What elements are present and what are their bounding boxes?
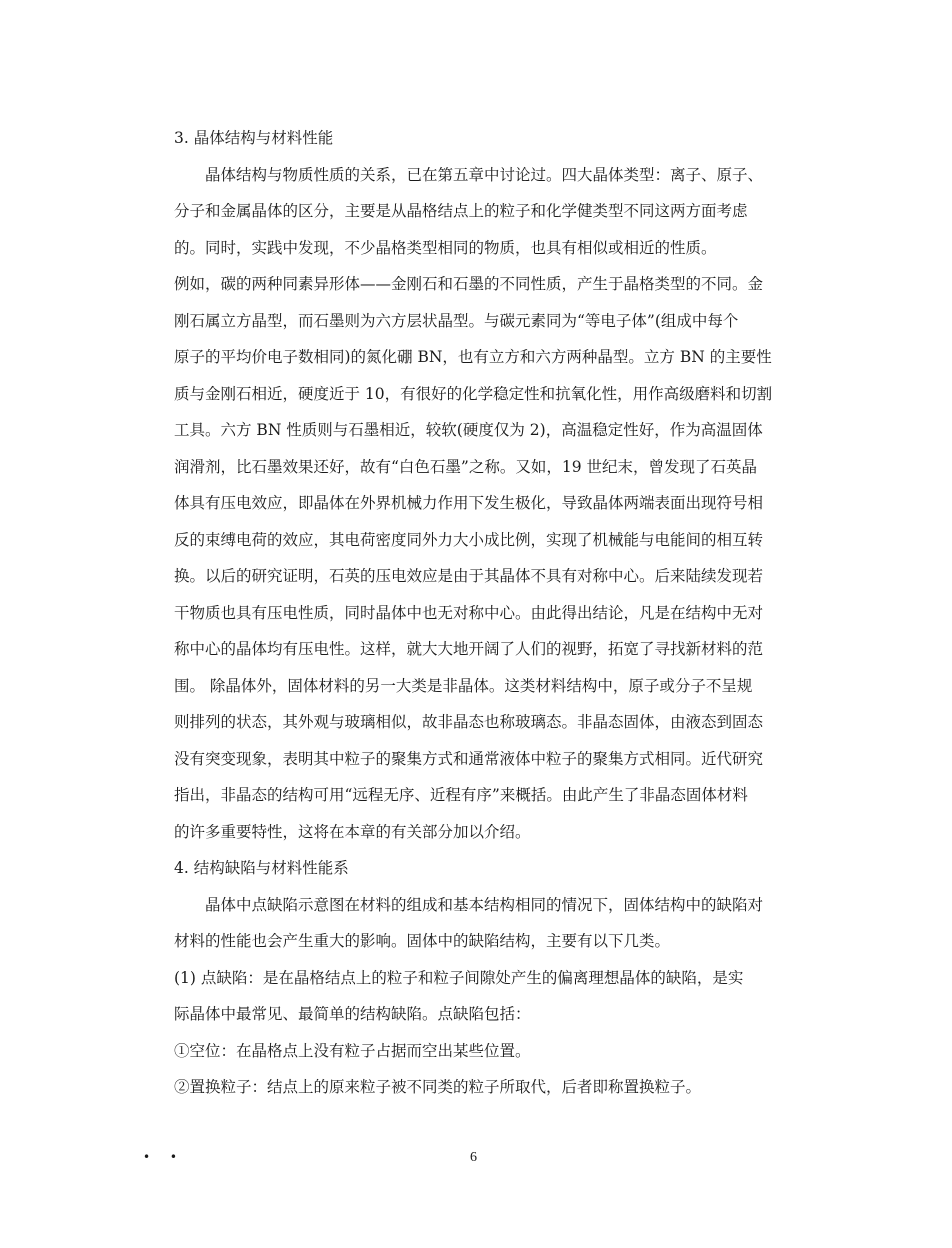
- paragraph-line: 干物质也具有压电性质，同时晶体中也无对称中心。由此得出结论，凡是在结构中无对: [174, 603, 764, 622]
- paragraph-line: 的许多重要特性，这将在本章的有关部分加以介绍。: [174, 822, 531, 841]
- list-item-substitution: ②置换粒子：结点上的原来粒子被不同类的粒子所取代，后者即称置换粒子。: [174, 1078, 702, 1096]
- paragraph-line: 则排列的状态，其外观与玻璃相似，故非晶态也称玻璃态。非晶态固体，由液态到固态: [174, 713, 764, 731]
- list-item-vacancy: ①空位：在晶格点上没有粒子占据而空出某些位置。: [174, 1041, 531, 1060]
- paragraph-line: 例如，碳的两种同素异形体——金刚石和石墨的不同性质，产生于晶格类型的不同。金: [174, 275, 764, 293]
- paragraph-line: 材料的性能也会产生重大的影响。固体中的缺陷结构，主要有以下几类。: [174, 932, 671, 950]
- paragraph-line: 分子和金属晶体的区分，主要是从晶格结点上的粒子和化学健类型不同这两方面考虑: [174, 202, 748, 220]
- paragraph-line: 称中心的晶体均有压电性。这样，就大大地开阔了人们的视野，拓宽了寻找新材料的范: [174, 640, 764, 658]
- paragraph-line: 刚石属立方晶型，而石墨则为六方层状晶型。与碳元素同为“等电子体”(组成中每个: [174, 311, 739, 330]
- paragraph-line: 体具有压电效应，即晶体在外界机械力作用下发生极化，导致晶体两端表面出现符号相: [174, 494, 764, 512]
- paragraph-line: 际晶体中最常见、最简单的结构缺陷。点缺陷包括：: [174, 1005, 531, 1023]
- paragraph-line: 指出，非晶态的结构可用“远程无序、近程有序”来概括。由此产生了非晶态固体材料: [174, 786, 748, 804]
- section-heading-4: 4. 结构缺陷与材料性能系: [174, 859, 349, 877]
- paragraph-line: 润滑剂，比石墨效果还好，故有“白色石墨”之称。又如，19 世纪末，曾发现了石英晶: [174, 457, 758, 476]
- paragraph-line: 换。以后的研究证明，石英的压电效应是由于其晶体不具有对称中心。后来陆续发现若: [174, 567, 764, 585]
- page-footer: [0, 1150, 952, 1170]
- section-heading-3: 3. 晶体结构与材料性能: [174, 129, 334, 147]
- paragraph-line: 围。 除晶体外，固体材料的另一大类是非晶体。这类材料结构中，原子或分子不呈规: [174, 676, 753, 695]
- paragraph-line: (1) 点缺陷：是在晶格结点上的粒子和粒子间隙处产生的偏离理想晶体的缺陷，是实: [174, 968, 744, 987]
- paragraph-line: 工具。六方 BN 性质则与石墨相近，较软(硬度仅为 2)，高温稳定性好，作为高温固体: [174, 421, 763, 439]
- page-number: 6: [470, 1150, 477, 1165]
- paragraph-line: 的。同时，实践中发现，不少晶格类型相同的物质，也具有相似或相近的性质。: [174, 238, 717, 257]
- paragraph-line: 晶体中点缺陷示意图在材料的组成和基本结构相同的情况下，固体结构中的缺陷对: [205, 895, 764, 914]
- document-body: [174, 120, 814, 1106]
- footer-dots: • •: [143, 1150, 185, 1164]
- paragraph-line: 原子的平均价电子数相同)的氮化硼 BN，也有立方和六方两种晶型。立方 BN 的主要性: [174, 348, 772, 366]
- paragraph-line: 质与金刚石相近，硬度近于 10，有很好的化学稳定性和抗氧化性，用作高级磨料和切割: [174, 384, 773, 403]
- paragraph-line: 晶体结构与物质性质的关系，已在第五章中讨论过。四大晶体类型：离子、原子、: [205, 165, 764, 184]
- paragraph-line: 反的束缚电荷的效应，其电荷密度同外力大小成比例，实现了机械能与电能间的相互转: [174, 530, 764, 549]
- paragraph-line: 没有突变现象，表明其中粒子的聚集方式和通常液体中粒子的聚集方式相同。近代研究: [174, 749, 764, 768]
